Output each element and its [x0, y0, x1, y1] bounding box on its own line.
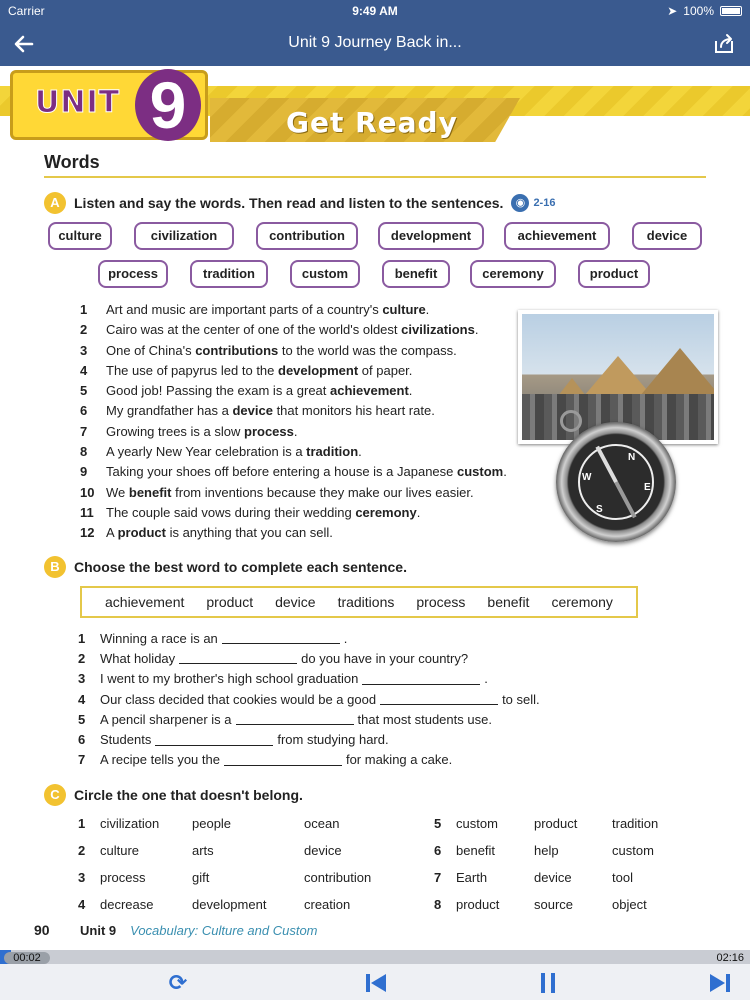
fill-sentence-pre: Our class decided that cookies would be a good	[100, 691, 377, 707]
fill-sentence-post: for making a cake.	[345, 752, 453, 768]
word-bank-item: benefit	[487, 594, 530, 610]
sentence-number: 7	[80, 423, 88, 439]
sentence-pre: Taking your shoes off before entering a house is a Japanese	[106, 464, 457, 480]
sentence-pre: The couple said vows during their wedding	[106, 504, 356, 520]
answer-blank	[362, 673, 480, 685]
fill-sentence-row	[78, 709, 638, 729]
book-page	[0, 66, 750, 950]
sentence-row	[80, 464, 520, 484]
sentence-text	[106, 525, 333, 545]
odd-one-out-number: 4	[78, 897, 86, 912]
part-c-instruction: Circle the one that doesn't belong.	[74, 787, 303, 803]
sentence-row	[80, 505, 520, 525]
compass-n-icon: N	[628, 452, 636, 463]
odd-one-out-word: product	[534, 816, 578, 831]
section-divider	[44, 176, 706, 178]
answer-blank	[224, 754, 342, 766]
nav-title: Unit 9 Journey Back in...	[288, 34, 462, 51]
sentence-row	[80, 343, 520, 363]
odd-one-out-word: tool	[612, 870, 633, 885]
fill-sentence-row	[78, 689, 638, 709]
odd-one-out-number: 1	[78, 816, 86, 831]
odd-one-out-word: people	[192, 816, 232, 831]
odd-one-out-number: 7	[434, 870, 442, 885]
part-a-badge: A	[44, 192, 66, 214]
odd-one-out-word: device	[304, 843, 342, 858]
sentence-row	[80, 485, 520, 505]
odd-one-out-left	[78, 810, 404, 918]
sentence-pre: A yearly New Year celebration is a	[106, 444, 307, 460]
banner-subtitle: Get Ready	[286, 106, 458, 139]
odd-one-out-word: help	[534, 843, 559, 858]
sentence-post: from inventions because they make our lives easier.	[171, 484, 474, 500]
word-bank-item: device	[275, 594, 316, 610]
odd-one-out-row	[78, 810, 404, 837]
word-chip: benefit	[382, 260, 450, 288]
sentence-text	[106, 343, 457, 363]
sentence-row	[80, 363, 520, 383]
pause-icon	[538, 972, 558, 994]
odd-one-out-word: process	[100, 870, 146, 885]
battery-icon	[720, 6, 742, 16]
compass-s-icon: S	[596, 504, 603, 515]
sentence-number: 9	[80, 464, 88, 480]
nav-bar	[0, 22, 750, 66]
odd-one-out-row	[434, 891, 692, 918]
sentence-number: 10	[80, 484, 95, 500]
fill-sentence-post: do you have in your country?	[301, 650, 469, 666]
sentence-row	[80, 302, 520, 322]
sentence-post: is anything that you can sell.	[165, 525, 333, 541]
sentence-text	[106, 444, 362, 464]
sentence-row	[80, 403, 520, 423]
sentence-keyword: custom	[457, 464, 504, 480]
fill-sentence-row	[78, 628, 638, 648]
fill-sentence-row	[78, 648, 638, 668]
odd-one-out-row	[434, 864, 692, 891]
progress-bar[interactable]	[0, 950, 750, 964]
word-chip: contribution	[256, 222, 358, 250]
fill-sentence-pre: Students	[100, 732, 152, 748]
sentence-number: 2	[80, 322, 88, 338]
fill-sentence-post: from studying hard.	[277, 732, 389, 748]
sentence-text	[106, 363, 412, 383]
word-chip: development	[378, 222, 484, 250]
odd-one-out-word: custom	[612, 843, 654, 858]
audio-track-label: 2-16	[533, 197, 556, 209]
footer-unit: Unit 9	[80, 922, 117, 938]
odd-one-out-word: decrease	[100, 897, 154, 912]
sentence-number: 3	[80, 342, 88, 358]
odd-one-out-word: development	[192, 897, 267, 912]
odd-one-out-number: 6	[434, 843, 442, 858]
previous-track-button[interactable]	[362, 970, 390, 996]
fill-sentence-pre: A pencil sharpener is a	[100, 711, 232, 727]
page-number: 90	[34, 922, 50, 938]
sentence-keyword: ceremony	[355, 504, 417, 520]
sentence-row	[80, 383, 520, 403]
carrier-label: Carrier	[8, 4, 45, 18]
odd-one-out-row	[78, 864, 404, 891]
sentence-number: 12	[80, 525, 95, 541]
pyramid-large	[640, 348, 718, 396]
audio-icon: ◉	[511, 194, 529, 212]
share-icon	[712, 32, 736, 56]
share-button[interactable]	[712, 32, 736, 56]
part-c-heading	[44, 784, 303, 806]
sentence-pre: A	[106, 525, 118, 541]
word-chip: civilization	[134, 222, 234, 250]
sentence-row	[80, 525, 520, 545]
fill-sentence-post: .	[484, 671, 488, 687]
location-icon: ➤	[667, 4, 678, 18]
odd-one-out-word: source	[534, 897, 574, 912]
odd-one-out-word: culture	[100, 843, 140, 858]
sentence-pre: Cairo was at the center of one of the world's oldest	[106, 322, 402, 338]
unit-badge	[10, 70, 208, 140]
sentence-row	[80, 444, 520, 464]
unit-word: UNIT	[35, 85, 121, 120]
odd-one-out-word: object	[612, 897, 647, 912]
word-bank-item: process	[416, 594, 466, 610]
sentence-post: .	[408, 383, 413, 399]
odd-one-out-word: tradition	[612, 816, 659, 831]
sentence-number: 6	[80, 403, 88, 419]
sentence-keyword: tradition	[306, 444, 359, 460]
fill-sentence-pre: Winning a race is an	[100, 630, 218, 646]
word-chip: culture	[48, 222, 112, 250]
sentence-keyword: civilizations	[401, 322, 475, 338]
odd-one-out-row	[78, 837, 404, 864]
part-b-instruction: Choose the best word to complete each sentence.	[74, 559, 407, 575]
odd-one-out-number: 2	[78, 843, 86, 858]
sentence-row	[80, 424, 520, 444]
sentence-keyword: product	[117, 525, 166, 541]
sentence-text	[106, 322, 478, 342]
odd-one-out-right	[434, 810, 692, 918]
skip-forward-icon	[708, 972, 732, 994]
unit-number: 9	[135, 69, 201, 141]
battery-percent: 100%	[683, 4, 714, 18]
sentence-post: .	[358, 444, 362, 460]
fill-sentence-number: 4	[78, 691, 86, 707]
unit-banner	[0, 66, 750, 146]
pause-button[interactable]	[534, 970, 562, 996]
answer-blank	[222, 632, 340, 644]
fill-sentence-number: 5	[78, 711, 86, 727]
odd-one-out-word: contribution	[304, 870, 372, 885]
back-arrow-icon	[12, 32, 36, 56]
compass-loop	[560, 410, 582, 432]
repeat-button[interactable]	[164, 970, 192, 996]
sentence-row	[80, 322, 520, 342]
sentence-keyword: process	[244, 423, 294, 439]
part-a-instruction: Listen and say the words. Then read and listen to the sentences.	[74, 195, 504, 211]
sentence-number: 8	[80, 444, 88, 460]
skip-back-icon	[364, 972, 388, 994]
status-bar	[0, 0, 750, 22]
fill-sentence-row	[78, 669, 638, 689]
odd-one-out-word: benefit	[456, 843, 496, 858]
sentence-post: .	[503, 464, 507, 480]
odd-one-out-word: civilization	[100, 816, 160, 831]
sentence-keyword: device	[232, 403, 273, 419]
sentence-post: .	[293, 423, 298, 439]
next-track-button[interactable]	[706, 970, 734, 996]
sentence-pre: Art and music are important parts of a country's	[106, 302, 383, 317]
sentence-post: of paper.	[358, 362, 413, 378]
word-chip: achievement	[504, 222, 610, 250]
odd-one-out-word: custom	[456, 816, 498, 831]
sentence-pre: Growing trees is a slow	[106, 423, 244, 439]
example-sentences	[80, 302, 520, 546]
fill-sentence-post: that most students use.	[357, 711, 492, 727]
odd-one-out-number: 8	[434, 897, 442, 912]
word-bank-item: ceremony	[551, 594, 613, 610]
sentence-post: .	[425, 302, 430, 317]
sentence-text	[106, 505, 420, 525]
sentence-number: 5	[80, 383, 88, 399]
page-footer	[34, 922, 434, 938]
sentence-number: 1	[80, 302, 88, 317]
fill-sentence-pre: A recipe tells you the	[100, 752, 220, 768]
odd-one-out-word: gift	[192, 870, 210, 885]
part-b-heading	[44, 556, 407, 578]
fill-sentence-pre: What holiday	[100, 650, 176, 666]
odd-one-out-word: ocean	[304, 816, 340, 831]
sentence-pre: My grandfather has a	[106, 403, 233, 419]
word-bank-item: achievement	[105, 594, 185, 610]
word-bank-item: traditions	[337, 594, 395, 610]
word-chip: process	[98, 260, 168, 288]
fill-sentence-number: 3	[78, 671, 86, 687]
odd-one-out-word: creation	[304, 897, 351, 912]
fill-in-sentences	[78, 628, 638, 770]
sentence-pre: We	[106, 484, 129, 500]
part-a-heading	[44, 192, 555, 214]
status-time: 9:49 AM	[352, 4, 398, 18]
compass-w-icon: W	[582, 472, 592, 483]
answer-blank	[380, 693, 498, 705]
compass-illustration	[556, 422, 676, 542]
word-chip: custom	[290, 260, 360, 288]
word-bank	[80, 586, 638, 618]
sentence-keyword: culture	[382, 302, 426, 317]
odd-one-out-word: arts	[192, 843, 214, 858]
answer-blank	[236, 713, 354, 725]
sentence-text	[106, 403, 435, 423]
sentence-keyword: contributions	[195, 342, 279, 358]
sentence-keyword: achievement	[330, 383, 409, 399]
answer-blank	[179, 652, 297, 664]
sentence-post: .	[474, 322, 479, 338]
fill-sentence-post: .	[343, 630, 348, 646]
odd-one-out-row	[434, 837, 692, 864]
section-title: Words	[44, 152, 100, 172]
fill-sentence-number: 2	[78, 650, 86, 666]
fill-sentence-post: to sell.	[502, 691, 540, 707]
sentence-text	[106, 485, 474, 505]
sentence-pre: The use of papyrus led to the	[106, 362, 278, 378]
sentence-pre: Good job! Passing the exam is a great	[106, 383, 331, 399]
sentence-text	[106, 424, 298, 444]
word-chip: tradition	[190, 260, 268, 288]
odd-one-out-number: 5	[434, 816, 442, 831]
word-chip: ceremony	[470, 260, 556, 288]
odd-one-out-word: device	[534, 870, 572, 885]
sentence-pre: One of China's	[106, 342, 196, 358]
sentence-post: that monitors his heart rate.	[272, 403, 435, 419]
status-right	[667, 4, 742, 18]
odd-one-out-number: 3	[78, 870, 86, 885]
repeat-icon: ⟳	[168, 970, 188, 995]
word-chip: device	[632, 222, 702, 250]
back-button[interactable]	[10, 30, 38, 58]
sentence-text	[106, 302, 429, 322]
odd-one-out-row	[434, 810, 692, 837]
elapsed-time: 00:02	[4, 952, 50, 964]
word-bank-item: product	[206, 594, 254, 610]
sentence-keyword: development	[278, 362, 359, 378]
sentence-text	[106, 383, 412, 403]
part-c-badge: C	[44, 784, 66, 806]
word-chip: product	[578, 260, 650, 288]
fill-sentence-row	[78, 750, 638, 770]
fill-sentence-pre: I went to my brother's high school graduation	[100, 671, 359, 687]
fill-sentence-number: 7	[78, 752, 86, 768]
footer-topic: Vocabulary: Culture and Custom	[130, 922, 318, 938]
sentence-keyword: benefit	[128, 484, 172, 500]
answer-blank	[155, 734, 273, 746]
fill-sentence-row	[78, 729, 638, 749]
fill-sentence-number: 1	[78, 630, 86, 646]
fill-sentence-number: 6	[78, 732, 86, 748]
compass-e-icon: E	[644, 482, 651, 493]
total-time: 02:16	[716, 952, 744, 964]
sentence-post: to the world was the compass.	[278, 342, 457, 358]
sentence-number: 4	[80, 362, 88, 378]
odd-one-out-word: Earth	[456, 870, 488, 885]
odd-one-out-row	[78, 891, 404, 918]
audio-track-button[interactable]	[511, 194, 555, 212]
sentence-post: .	[416, 504, 421, 520]
sentence-text	[106, 464, 507, 484]
part-b-badge: B	[44, 556, 66, 578]
odd-one-out-word: product	[456, 897, 500, 912]
sentence-number: 11	[80, 504, 94, 520]
